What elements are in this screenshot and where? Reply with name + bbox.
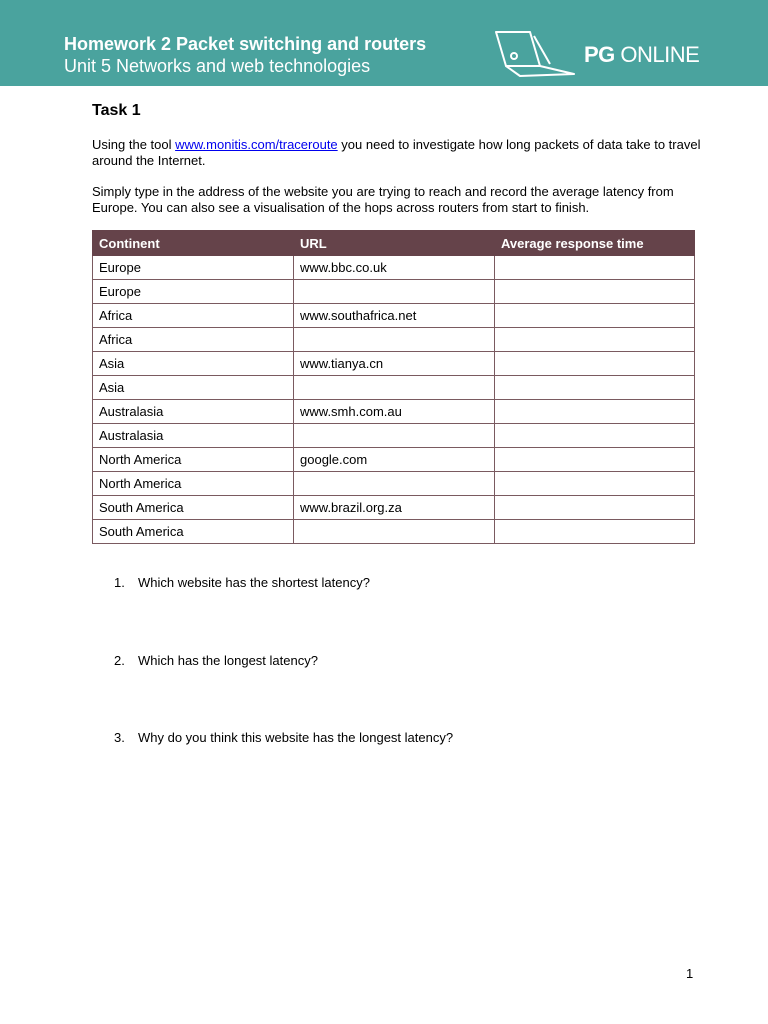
continent-cell: Asia	[93, 352, 294, 376]
instructions-paragraph: Simply type in the address of the website you are trying to reach and record the average latency from Europe. You can also see a visualisation of the hops across routers from start to finish.	[92, 184, 674, 215]
table-row	[93, 400, 695, 424]
url-cell[interactable]	[294, 376, 495, 400]
table-row	[93, 496, 695, 520]
table-row	[93, 256, 695, 280]
response-time-cell[interactable]	[495, 280, 695, 304]
response-time-cell[interactable]	[495, 256, 695, 280]
brand-logo	[584, 42, 699, 68]
continent-cell: Australasia	[93, 424, 294, 448]
traceroute-link[interactable]: www.monitis.com/traceroute	[175, 137, 338, 152]
response-time-cell[interactable]	[495, 448, 695, 472]
table-row	[93, 352, 695, 376]
response-time-cell[interactable]	[495, 304, 695, 328]
laptop-logo-icon	[490, 26, 578, 82]
table-row	[93, 520, 695, 544]
table-row	[93, 472, 695, 496]
response-time-cell[interactable]	[495, 424, 695, 448]
table-row	[93, 424, 695, 448]
brand-logo-rest: ONLINE	[614, 42, 700, 67]
brand-logo-bold: PG	[584, 42, 615, 67]
url-cell: www.bbc.co.uk	[294, 256, 495, 280]
page-number: 1	[686, 966, 694, 981]
url-cell[interactable]	[294, 328, 495, 352]
table-row	[93, 280, 695, 304]
url-cell: www.tianya.cn	[294, 352, 495, 376]
response-time-cell[interactable]	[495, 496, 695, 520]
table-row	[93, 448, 695, 472]
url-cell: www.smh.com.au	[294, 400, 495, 424]
response-time-cell[interactable]	[495, 376, 695, 400]
worksheet-title: Homework 2 Packet switching and routers	[64, 34, 427, 54]
url-cell[interactable]	[294, 520, 495, 544]
question-number: 2.	[114, 653, 125, 668]
continent-cell: Europe	[93, 280, 294, 304]
url-cell: google.com	[294, 448, 495, 472]
question-text: Which website has the shortest latency?	[138, 575, 370, 590]
continent-cell: North America	[93, 448, 294, 472]
response-time-cell[interactable]	[495, 328, 695, 352]
table-header-row	[93, 231, 695, 256]
header-average-response-time: Average response time	[495, 231, 695, 256]
continent-cell: Australasia	[93, 400, 294, 424]
worksheet-subtitle: Unit 5 Networks and web technologies	[64, 56, 371, 76]
continent-cell: Africa	[93, 328, 294, 352]
response-time-cell[interactable]	[495, 400, 695, 424]
intro-before-link: Using the tool	[92, 137, 176, 152]
intro-after-link: you need to investigate how long packets of data take to travel around the Internet.	[92, 137, 701, 168]
continent-cell: South America	[93, 496, 294, 520]
url-cell[interactable]	[294, 424, 495, 448]
table-row	[93, 328, 695, 352]
response-time-cell[interactable]	[495, 520, 695, 544]
response-time-cell[interactable]	[495, 352, 695, 376]
question-1	[114, 575, 370, 590]
intro-paragraph	[92, 137, 702, 169]
question-number: 1.	[114, 575, 125, 590]
question-text: Why do you think this website has the longest latency?	[138, 730, 454, 745]
table-row	[93, 376, 695, 400]
continent-cell: South America	[93, 520, 294, 544]
question-3	[114, 730, 453, 745]
url-cell: www.brazil.org.za	[294, 496, 495, 520]
continent-cell: North America	[93, 472, 294, 496]
question-2	[114, 653, 318, 668]
page-header	[0, 0, 768, 86]
header-url: URL	[294, 231, 495, 256]
continent-cell: Europe	[93, 256, 294, 280]
url-cell[interactable]	[294, 280, 495, 304]
response-time-cell[interactable]	[495, 472, 695, 496]
question-number: 3.	[114, 730, 125, 745]
continent-cell: Africa	[93, 304, 294, 328]
task-heading: Task 1	[92, 102, 141, 119]
latency-table	[92, 230, 695, 544]
url-cell[interactable]	[294, 472, 495, 496]
table-row	[93, 304, 695, 328]
question-text: Which has the longest latency?	[138, 653, 318, 668]
continent-cell: Asia	[93, 376, 294, 400]
header-continent: Continent	[93, 231, 294, 256]
url-cell: www.southafrica.net	[294, 304, 495, 328]
